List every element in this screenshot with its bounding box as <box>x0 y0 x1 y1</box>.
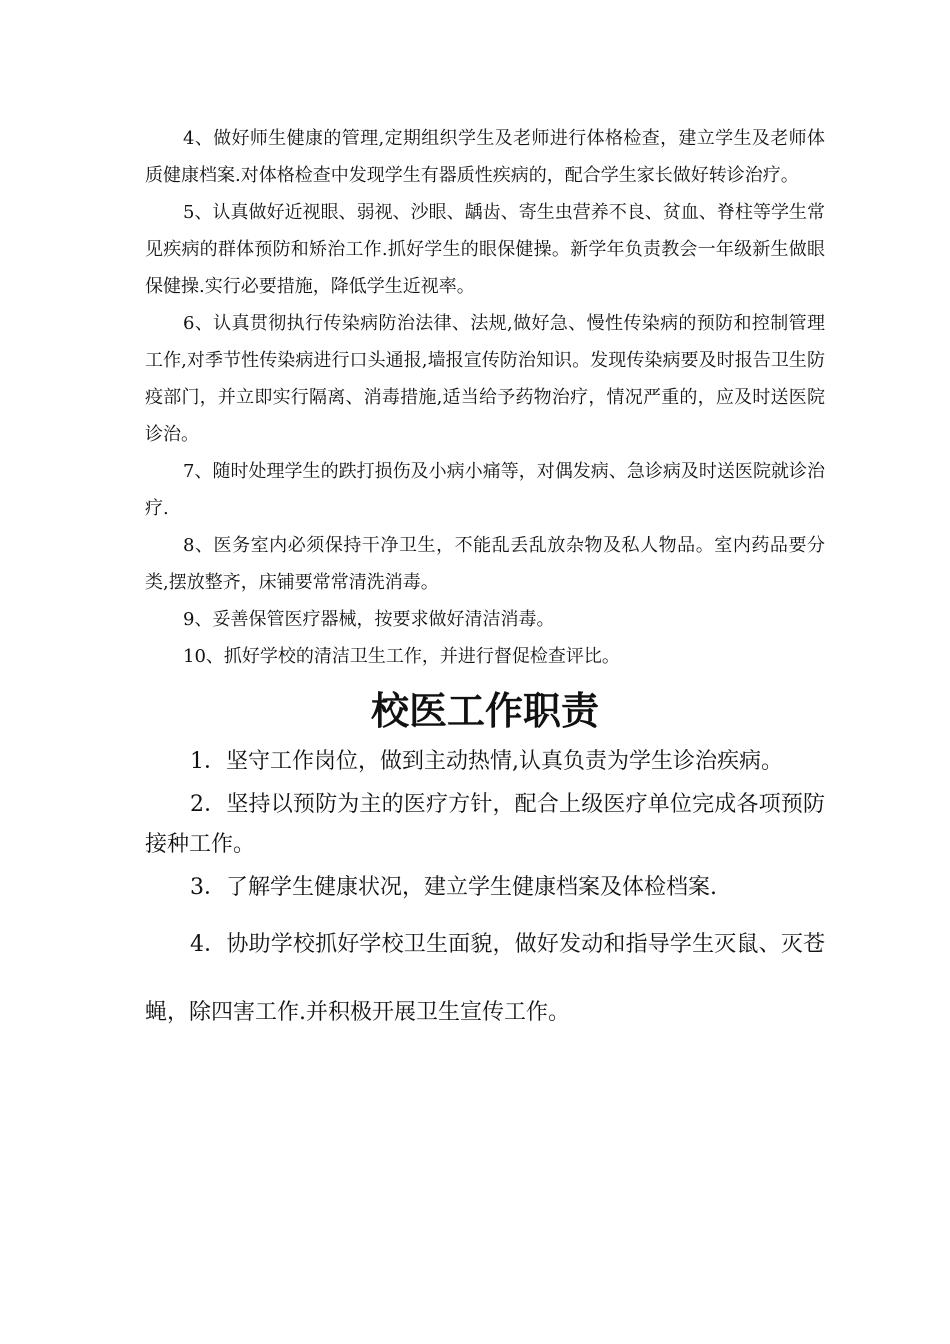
duty-item-1: 1．坚守工作岗位，做到主动热情,认真负责为学生诊治疾病。 <box>190 749 783 774</box>
duty-item-4: 4．协助学校抓好学校卫生面貌，做好发动和指导学生灭鼠、灭苍蝇，除四害工作.并积极开展卫生宣传工作。 <box>145 932 825 1025</box>
rule-item-9: 9、妥善保管医疗器械，按要求做好清洁消毒。 <box>183 609 555 630</box>
duty-item-2: 2．坚持以预防为主的医疗方针，配合上级医疗单位完成各项预防接种工作。 <box>145 792 825 857</box>
duty-item-3: 3．了解学生健康状况，建立学生健康档案及体检档案. <box>190 875 717 900</box>
section-title: 校医工作职责 <box>370 689 599 733</box>
rule-item-10: 10、抓好学校的清洁卫生工作，并进行督促检查评比。 <box>183 646 620 667</box>
rule-item-4: 4、做好师生健康的管理,定期组织学生及老师进行体格检查，建立学生及老师体质健康档案.对体格检查中发现学生有器质性疾病的，配合学生家长做好转诊治疗。 <box>145 128 825 186</box>
rule-item-8: 8、医务室内必须保持干净卫生，不能乱丢乱放杂物及私人物品。室内药品要分类,摆放整齐，床铺要常常清洗消毒。 <box>145 535 825 593</box>
rule-item-7: 7、随时处理学生的跌打损伤及小病小痛等，对偶发病、急诊病及时送医院就诊治疗. <box>145 461 825 519</box>
rule-item-5: 5、认真做好近视眼、弱视、沙眼、龋齿、寄生虫营养不良、贫血、脊柱等学生常见疾病的群体预防和矫治工作.抓好学生的眼保健操。新学年负责教会一年级新生做眼保健操.实行必要措施，降低学生近视率。 <box>145 202 825 297</box>
document-page <box>145 120 825 1047</box>
rule-item-6: 6、认真贯彻执行传染病防治法律、法规,做好急、慢性传染病的预防和控制管理工作,对季节性传染病进行口头通报,墙报宣传防治知识。发现传染病要及时报告卫生防疫部门，并立即实行隔离、消毒措施,适当给予药物治疗，情况严重的，应及时送医院诊治。 <box>145 313 825 445</box>
